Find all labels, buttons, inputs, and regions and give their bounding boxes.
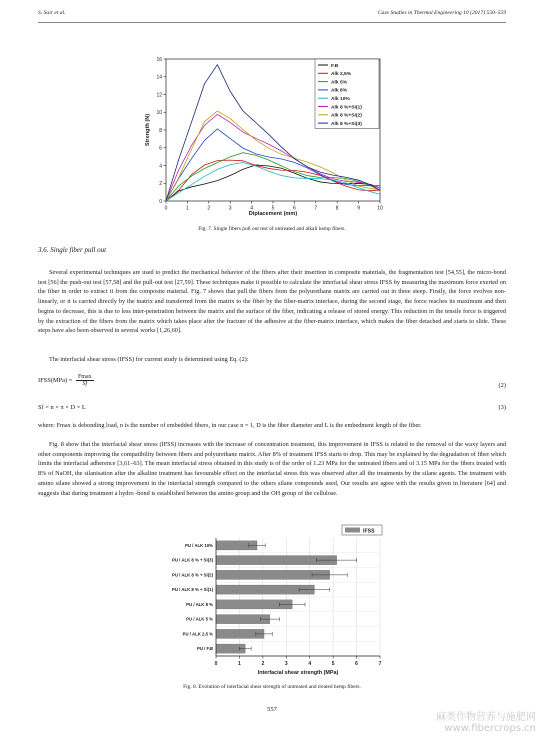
fig7-y-tick-label: 12 <box>156 92 162 99</box>
fig8-category-label: PU / ALK 5 % <box>186 616 213 622</box>
fig7-x-tick-label: 9 <box>357 205 360 212</box>
fig8-category-label: PU / ALK 10% <box>184 542 213 548</box>
equation-2-number: (2) <box>498 382 506 389</box>
fig8-legend-swatch <box>345 528 360 533</box>
body-paragraph-1: Several experimental techniques are used to predict the mechanical behavior of the fibers after their insertion in composite materials, the fragmentation test [54,55], the micro-bond test [56] the push-out test [57,58] and the pull-out test [27,59]. These techniques make it possible to calculate the interfacial shear stress IFSS by measuring the maximum force exerted on the fiber in order to extract it from the composite material. Fig. 7 shows that pull the fibers from the polyurethane matrix are carried out in three steep. Firstly, the force evolves non-linearly, or it is carried directly by the matrix and transferred from the matrix to the fiber by the fiber-matrix interface, during the second stage, the force reaches its maximum and then begins to decrease, this is due to less inter-penetration between the matrix and the surface of the fiber, indicating a release of stored energy. This reduction in the tensile force is triggered by the extraction of the fibers from the matrix which takes place after the fracture of the adhesive at the fiber-matrix interface, which makes the fiber detached and starts to slide. These steps have also been observed in several works [1,26,60]. <box>38 269 506 335</box>
fig7-x-tick-label: 5 <box>271 205 275 212</box>
fig7-y-tick-label: 2 <box>159 181 162 188</box>
fig7-x-tick-label: 4 <box>250 205 253 212</box>
header-rule <box>38 22 506 23</box>
fig7-y-axis-label: Strength (N) <box>145 113 151 147</box>
fig7-legend-label: Alk 8 %+Si(1) <box>331 105 362 111</box>
fig8-category-label: PU / ALK 2,5 % <box>182 631 213 637</box>
watermark-url: www.fibercrops.cn <box>444 723 536 734</box>
figure-8-caption: Fig. 8. Evolution of interfacial shear strength of untreated and treated hemp fibers. <box>183 684 361 690</box>
body-paragraph-2: The interfacial shear stress (IFSS) for current study is determined using Eq. (2): <box>49 356 249 363</box>
running-head-authors: S. Sair et al. <box>38 10 66 16</box>
figure-8-bar-chart <box>154 524 390 680</box>
fig8-category-label: PU / ALK 8 % + Si(1) <box>171 587 213 593</box>
fig8-category-label: PU / ALK 8 % + Si(3) <box>171 557 213 563</box>
body-paragraph-3: where: Fmax is debonding load, n is the number of embedded fibers, in our case n = 1, D is the fiber diameter and L is the embedment length of the fiber. <box>38 422 422 429</box>
fig7-x-tick-label: 10 <box>377 205 383 212</box>
fig7-series-line <box>166 165 380 201</box>
fig7-legend-label: Alk 5% <box>331 80 348 86</box>
equation-2-lhs: IFSS(MPa) = <box>38 376 73 384</box>
fig7-x-tick-label: 8 <box>335 205 339 212</box>
fig8-x-tick-label: 4 <box>308 661 312 667</box>
fig7-legend-label: Alk 2,5% <box>331 72 352 78</box>
body-paragraph-4: Fig. 8 show that the interfacial shear stress (IFSS) increases with the increase of concentration treatment, this improvement in IFSS is related to the removal of the waxy layers and other components improving the compatibility between fibers and polyurethane matrix. After 8% of treatment IFSS starts to drop. This may be explained by the degradation of fiber which limits the interfacial adherence [3,61–63]. The mean interfacial stress obtained in this study is of the order of 1.23 MPa for the untreated fibers and of 3.15 MPa for the fibers treated with 8% of NaOH, the silanisation after the alkaline treatment has favourable effect on the interfacial stress this was observed after all the treatments by the silane agents. The treatment with amino silane showed a strong improvement in the interfacial strength compared to the others silane compounds used, Our results are agree with the results given in literature [64] and suggests that during treatment a hydro -bond is established between the amino group and the OH group of the cellulose. <box>38 441 506 497</box>
fig7-legend-label: Alk 8% <box>331 88 348 94</box>
fig8-category-label: PU / ALK 8 % <box>186 601 213 607</box>
fig8-legend-label: IFSS <box>363 528 375 535</box>
fig8-x-tick-label: 2 <box>261 661 265 667</box>
fig7-y-tick-label: 14 <box>156 74 162 81</box>
fig7-x-axis-label: Diplacement (mm) <box>248 211 298 217</box>
fig8-x-tick-label: 3 <box>284 661 288 667</box>
equation-2 <box>38 374 506 387</box>
fig8-x-tick-label: 1 <box>238 661 241 667</box>
figure-7-caption: Fig. 7. Single fibers pull out test of untreated and alkali hemp fibers. <box>198 226 346 232</box>
fig7-x-tick-label: 2 <box>207 205 211 212</box>
fig8-x-tick-label: 7 <box>378 661 382 667</box>
fig8-x-tick-label: 6 <box>355 661 358 667</box>
fig8-x-axis-label: Interfacial shear strength (MPa) <box>257 670 339 676</box>
fig7-x-tick-label: 3 <box>228 205 232 212</box>
figure-7-line-chart <box>142 55 387 223</box>
fig7-y-tick-label: 4 <box>159 163 162 170</box>
fig8-category-label: PU / F.B <box>197 646 213 652</box>
fig7-x-tick-label: 7 <box>314 205 318 212</box>
fig7-y-tick-label: 10 <box>156 110 162 117</box>
fig7-legend-label: Alk 10% <box>331 97 350 102</box>
fig8-x-tick-label: 5 <box>331 661 335 667</box>
fig7-y-tick-label: 16 <box>156 56 162 63</box>
fig7-legend-label: Alk 8 %+Si(2) <box>331 113 362 119</box>
fig7-x-tick-label: 1 <box>186 205 189 212</box>
equation-3 <box>38 404 506 411</box>
fig7-series-line <box>166 129 380 201</box>
watermark-cn: 麻类作物营养与施肥网 <box>436 712 536 723</box>
fig7-y-tick-label: 0 <box>159 198 162 205</box>
page-number: 557 <box>267 706 277 713</box>
fig8-category-label: PU / ALK 8 % + Si(2) <box>171 572 213 578</box>
fig7-y-tick-label: 8 <box>159 127 162 134</box>
section-heading: 3.6. Single fiber pull out <box>38 246 107 254</box>
running-head-journal: Case Studies in Thermal Engineering 10 (2017) 550–559 <box>377 10 506 16</box>
equation-2-numerator: Fmax <box>77 374 92 380</box>
equation-3-number: (3) <box>498 404 506 411</box>
fig7-series-line <box>166 153 380 201</box>
equation-2-denominator: Sf <box>82 381 88 387</box>
equation-2-fraction <box>76 374 94 387</box>
fig7-x-tick-label: 6 <box>293 205 296 212</box>
fig8-x-tick-label: 0 <box>214 661 218 667</box>
fig7-y-tick-label: 6 <box>159 145 162 152</box>
fig7-legend-label: Alk 8 %+Si(3) <box>331 121 362 127</box>
equation-3-text: Sf = n × π × D × L <box>38 404 86 411</box>
fig7-x-tick-label: 0 <box>164 205 168 212</box>
fig7-legend-label: F.B <box>331 63 339 69</box>
watermark <box>436 712 536 734</box>
